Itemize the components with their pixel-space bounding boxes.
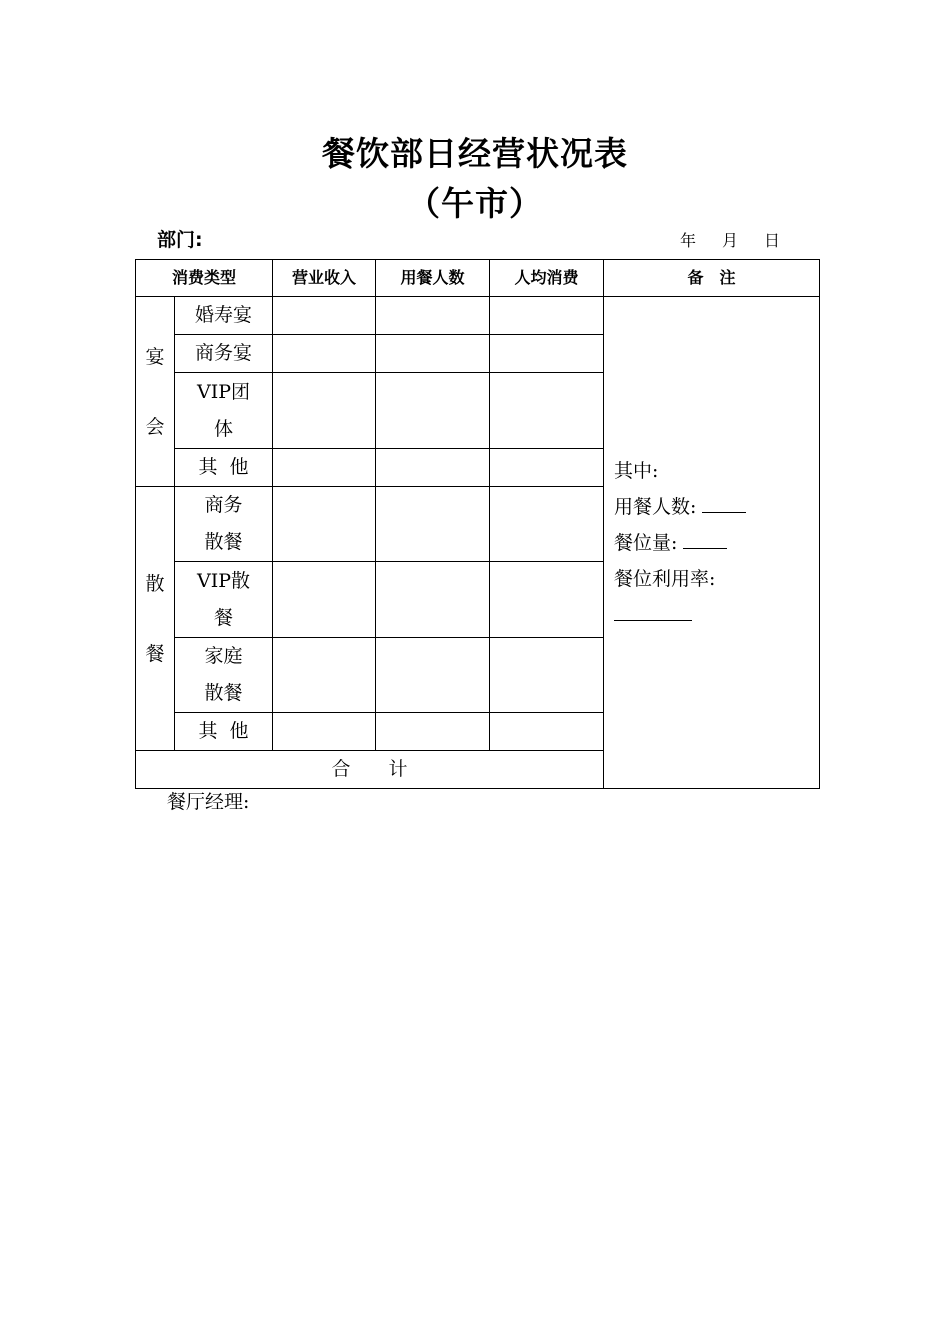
- row-label: 其 他: [175, 449, 273, 487]
- report-table: [135, 259, 820, 789]
- header-diners: 用餐人数: [376, 260, 490, 297]
- per-capita-cell[interactable]: [490, 562, 604, 638]
- remarks-cell: [604, 297, 820, 789]
- month-label: 月: [722, 231, 739, 250]
- row-label: 商务宴: [175, 335, 273, 373]
- table-row: [136, 297, 820, 335]
- diners-cell[interactable]: [376, 373, 490, 449]
- row-label: 商务 散餐: [175, 487, 273, 562]
- header-remarks: 备 注: [604, 260, 820, 297]
- blank-line[interactable]: [683, 534, 727, 549]
- header-revenue: 营业收入: [273, 260, 376, 297]
- diners-cell[interactable]: [376, 487, 490, 562]
- header-type: 消费类型: [136, 260, 273, 297]
- total-label: 合 计: [136, 751, 604, 789]
- header-row: [136, 260, 820, 297]
- per-capita-cell[interactable]: [490, 713, 604, 751]
- revenue-cell[interactable]: [273, 638, 376, 713]
- row-label: VIP团 体: [175, 373, 273, 449]
- diners-cell[interactable]: [376, 562, 490, 638]
- blank-line[interactable]: [614, 606, 692, 621]
- remarks-line: [614, 597, 819, 633]
- row-label: VIP散 餐: [175, 562, 273, 638]
- group-label-banquet: 宴 会: [136, 297, 175, 487]
- day-label: 日: [764, 231, 781, 250]
- row-label: 其 他: [175, 713, 273, 751]
- diners-cell[interactable]: [376, 449, 490, 487]
- revenue-cell[interactable]: [273, 335, 376, 373]
- per-capita-cell[interactable]: [490, 373, 604, 449]
- remarks-line: 餐位利用率:: [614, 567, 716, 590]
- per-capita-cell[interactable]: [490, 449, 604, 487]
- per-capita-cell[interactable]: [490, 487, 604, 562]
- row-label: 婚寿宴: [175, 297, 273, 335]
- manager-label: 餐厅经理:: [167, 791, 250, 813]
- revenue-cell[interactable]: [273, 562, 376, 638]
- per-capita-cell[interactable]: [490, 297, 604, 335]
- page-title: 餐饮部日经营状况表: [322, 134, 628, 173]
- remarks-line: 用餐人数:: [614, 489, 819, 525]
- revenue-cell[interactable]: [273, 487, 376, 562]
- group-label-casual: 散 餐: [136, 487, 175, 751]
- row-label: 家庭 散餐: [175, 638, 273, 713]
- revenue-cell[interactable]: [273, 449, 376, 487]
- header-per-capita: 人均消费: [490, 260, 604, 297]
- diners-cell[interactable]: [376, 335, 490, 373]
- department-label: 部门:: [157, 229, 203, 251]
- remarks-line: 其中:: [614, 459, 659, 482]
- blank-line[interactable]: [702, 498, 746, 513]
- diners-cell[interactable]: [376, 638, 490, 713]
- page-subtitle: （午市）: [407, 184, 543, 223]
- diners-cell[interactable]: [376, 297, 490, 335]
- revenue-cell[interactable]: [273, 373, 376, 449]
- per-capita-cell[interactable]: [490, 638, 604, 713]
- date-fields: [680, 228, 780, 251]
- diners-cell[interactable]: [376, 713, 490, 751]
- remarks-line: 餐位量:: [614, 525, 819, 561]
- revenue-cell[interactable]: [273, 713, 376, 751]
- revenue-cell[interactable]: [273, 297, 376, 335]
- year-label: 年: [680, 231, 697, 250]
- per-capita-cell[interactable]: [490, 335, 604, 373]
